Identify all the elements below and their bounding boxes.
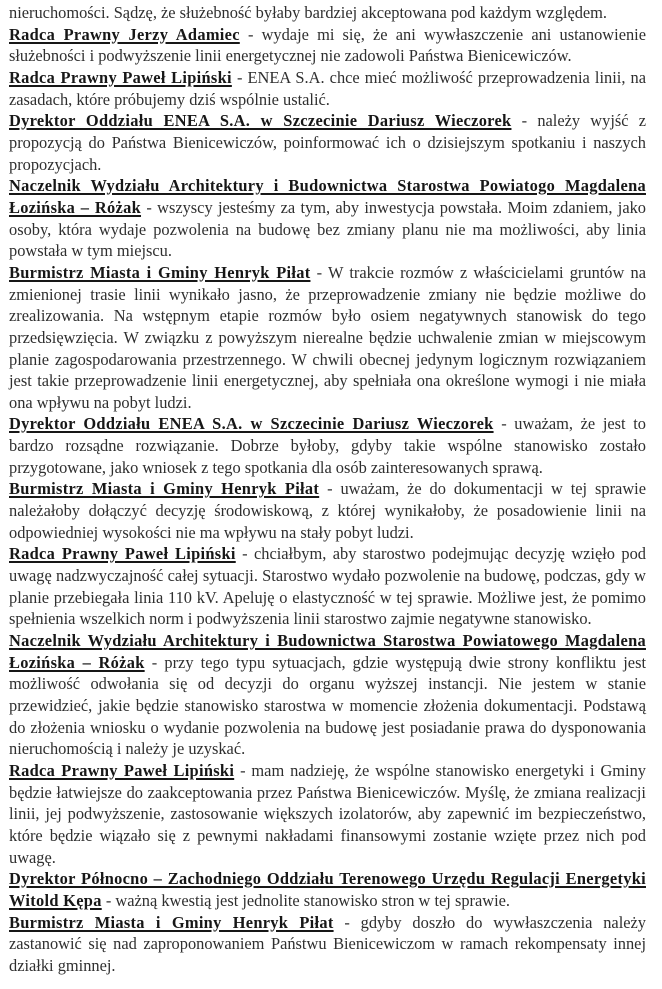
speaker-name: Radca Prawny Jerzy Adamiec — [9, 24, 240, 44]
speaker-name: Dyrektor Oddziału ENEA S.A. w Szczecinie Dariusz Wieczorek — [9, 414, 494, 434]
statement-paragraph — [9, 175, 646, 262]
statement-text: - W trakcie rozmów z właścicielami gruntów na zmienionej trasie linii wynikało jasno, że przeprowadzenie zmiany nie będzie możliwe do zrealizowania. Na wstępnym etapie rozmów było osiem negatywnych stanowisk do tego przedsięwzięcia. W związku z powyższym nierealne będzie uchwalenie zmian w miejscowym planie zagospodarowania przestrzennego. W chwili obecnej jedynym logicznym rozwiązaniem jest takie przeprowadzenie linii energetycznej, aby spełniała ona określone wymogi i nie miała ona wpływu na pobyt ludzi. — [9, 262, 646, 412]
statement-text: - uważam, że jest to bardzo rozsądne rozwiązanie. Dobrze byłoby, gdyby takie wspólne stanowisko zostało przygotowane, jako wniosek z tego spotkania dla osób zainteresowanych sprawą. — [9, 414, 646, 477]
speaker-name: Naczelnik Wydziału Architektury i Budownictwa Starostwa Powiatowego Magdalena Łozińska – Różak — [9, 631, 646, 672]
statement-paragraph — [9, 110, 646, 175]
speaker-name: Radca Prawny Paweł Lipiński — [9, 67, 232, 87]
statement-text: - gdyby doszło do wywłaszczenia należy zastanowić się nad zaproponowaniem Państwu Bienicewiczom w ramach rekompensaty innej działki gminnej. — [9, 912, 646, 975]
statement-paragraph — [9, 912, 646, 977]
speaker-name: Dyrektor Oddziału ENEA S.A. w Szczecinie Dariusz Wieczorek — [9, 111, 512, 131]
statement-text: - ważną kwestią jest jednolite stanowisko stron w tej sprawie. — [101, 890, 511, 910]
statement-paragraph — [9, 262, 646, 414]
statement-text: - chciałbym, aby starostwo podejmując decyzję wzięło pod uwagę nadzwyczajność całej sytuacji. Starostwo wydało pozwolenie na budowę, podczas, gdy w planie przebiegała linia 110 kV. Apeluję o elastyczność w tej sprawie. Możliwe jest, że pomimo spełnienia wszelkich norm i podwyższenia linii starostwo zajmie negatywne stanowisko. — [9, 544, 646, 629]
speaker-name: Burmistrz Miasta i Gminy Henryk Piłat — [9, 262, 311, 282]
statement-paragraph — [9, 413, 646, 478]
speaker-name: Burmistrz Miasta i Gminy Henryk Piłat — [9, 479, 320, 499]
speaker-name: Dyrektor Północno – Zachodniego Oddziału Terenowego Urzędu Regulacji Energetyki Witold Kępa — [9, 869, 646, 910]
paragraph-continuation — [9, 2, 646, 24]
statement-paragraph — [9, 67, 646, 110]
statement-paragraph — [9, 868, 646, 911]
statement-paragraph — [9, 630, 646, 760]
speaker-name: Naczelnik Wydziału Architektury i Budownictwa Starostwa Powiatogo Magdalena Łozińska – Różak — [9, 176, 646, 217]
statement-paragraph — [9, 760, 646, 868]
statement-text: - wydaje mi się, że ani wywłaszczenie ani ustanowienie służebności i podwyższenie linii energetycznej nie zadowoli Państwa Bienicewiczów. — [9, 24, 646, 66]
speaker-name: Radca Prawny Paweł Lipiński — [9, 544, 236, 564]
speaker-name: Burmistrz Miasta i Gminy Henryk Piłat — [9, 912, 334, 932]
paragraph-text: nieruchomości. Sądzę, że służebność byłaby bardziej akceptowana pod każdym względem. — [9, 3, 608, 22]
statement-text: - ENEA S.A. chce mieć możliwość przeprowadzenia linii, na zasadach, które próbujemy dziś wspólnie ustalić. — [9, 67, 646, 109]
statement-text: - przy tego typu sytuacjach, gdzie występują dwie strony konfliktu jest możliwość odwołania się od decyzji do organu wyższej instancji. Nie jestem w stanie przewidzieć, jakie będzie stanowisko starostwa w momencie złożenia dokumentacji. Podstawą do złożenia wniosku o wydanie pozwolenia na budowę jest posiadanie prawa do dysponowania nieruchomością i należy je uzyskać. — [9, 652, 646, 759]
document-page — [9, 2, 646, 977]
speaker-name: Radca Prawny Paweł Lipiński — [9, 760, 235, 780]
statement-text: - wszyscy jesteśmy za tym, aby inwestycja powstała. Moim zdaniem, jako osoby, która wydaje pozwolenia na budowę bez zmiany planu nie ma możliwości, aby linia powstała w tym miejscu. — [9, 197, 646, 261]
statement-paragraph — [9, 543, 646, 630]
statement-paragraph — [9, 478, 646, 543]
statement-text: - należy wyjść z propozycją do Państwa Bienicewiczów, poinformować ich o dzisiejszym spotkaniu i naszych propozycjach. — [9, 111, 646, 174]
statement-text: - uważam, że do dokumentacji w tej sprawie należałoby dołączyć decyzję środowiskową, z której wynikałoby, że posadowienie linii na odpowiedniej wysokości nie ma wpływu na stały pobyt ludzi. — [9, 479, 646, 542]
statement-paragraph — [9, 24, 646, 67]
statement-text: - mam nadzieję, że wspólne stanowisko energetyki i Gminy będzie łatwiejsze do zaakceptowania przez Państwa Bienicewiczów. Myślę, że zmiana realizacji linii, jej podwyższenie, zastosowanie większych izolatorów, aby zapewnić im bezpieczeństwo, które będzie wiązało się z pewnymi nakładami finansowymi zostanie wzięte przez nich pod uwagę. — [9, 760, 646, 867]
